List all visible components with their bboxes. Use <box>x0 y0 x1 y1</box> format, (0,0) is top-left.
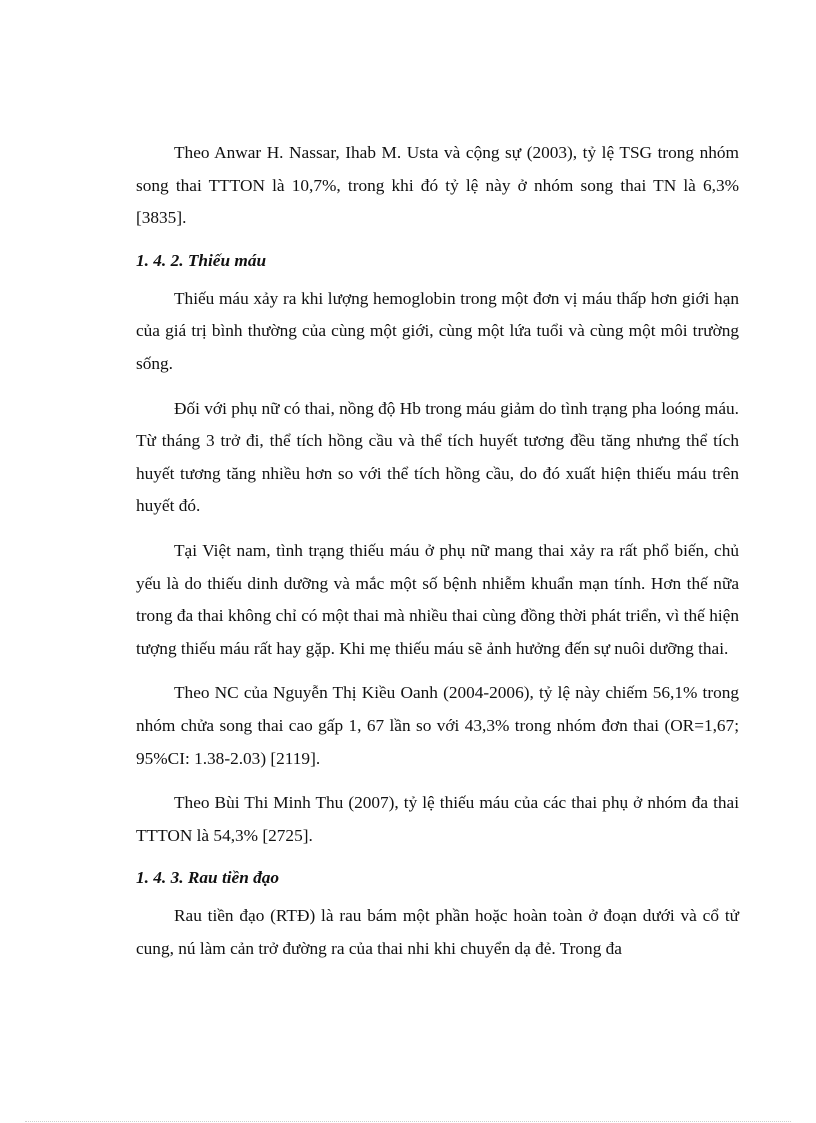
page-bottom-divider <box>25 1121 791 1122</box>
section-heading-placenta-previa: 1. 4. 3. Rau tiền đạo <box>136 868 280 888</box>
paragraph-nassar-tsg: Theo Anwar H. Nassar, Ihab M. Usta và cộng sự (2003), tỷ lệ TSG trong nhóm song thai TTTON là 10,7%, trong khi đó tỷ lệ này ở nhóm song thai TN là 6,3% [3835]. <box>136 143 739 228</box>
paragraph-pregnancy-hb: Đối với phụ nữ có thai, nồng độ Hb trong máu giảm do tình trạng pha loóng máu. Từ tháng 3 trở đi, thể tích hồng cầu và thể tích huyết tương đều tăng nhưng thể tích huyết tương tăng nhiều hơn so với thể tích hồng cầu, do đó xuất hiện thiếu máu trên huyết đó. <box>136 398 739 516</box>
paragraph-placenta-previa-definition: Rau tiền đạo (RTĐ) là rau bám một phần hoặc hoàn toàn ở đoạn dưới và cổ tử cung, nú làm cản trở đường ra của thai nhi khi chuyển dạ đẻ. Trong đa <box>136 906 739 958</box>
paragraph-thu-study: Theo Bùi Thi Minh Thu (2007), tỷ lệ thiếu máu của các thai phụ ở nhóm đa thai TTTON là 54,3% [2725]. <box>136 793 739 845</box>
document-body <box>136 137 739 977</box>
paragraph-anemia-definition: Thiếu máu xảy ra khi lượng hemoglobin trong một đơn vị máu thấp hơn giới hạn của giá trị bình thường của cùng một giới, cùng một lứa tuổi và cùng một môi trường sống. <box>136 288 739 373</box>
section-heading-anemia: 1. 4. 2. Thiếu máu <box>136 250 267 270</box>
paragraph-oanh-study: Theo NC của Nguyễn Thị Kiều Oanh (2004-2006), tỷ lệ này chiếm 56,1% trong nhóm chửa song thai cao gấp 1, 67 lần so với 43,3% trong nhóm đơn thai (OR=1,67; 95%CI: 1.38-2.03) [2119]. <box>136 683 739 768</box>
paragraph-vietnam-anemia: Tại Việt nam, tình trạng thiếu máu ở phụ nữ mang thai xảy ra rất phổ biến, chủ yếu là do thiếu dinh dưỡng và mắc một số bệnh nhiễm khuẩn mạn tính. Hơn thế nữa trong đa thai không chỉ có một thai mà nhiều thai cùng đồng thời phát triển, vì thế hiện tượng thiếu máu rất hay gặp. Khi mẹ thiếu máu sẽ ảnh hưởng đến sự nuôi dưỡng thai. <box>136 540 739 658</box>
